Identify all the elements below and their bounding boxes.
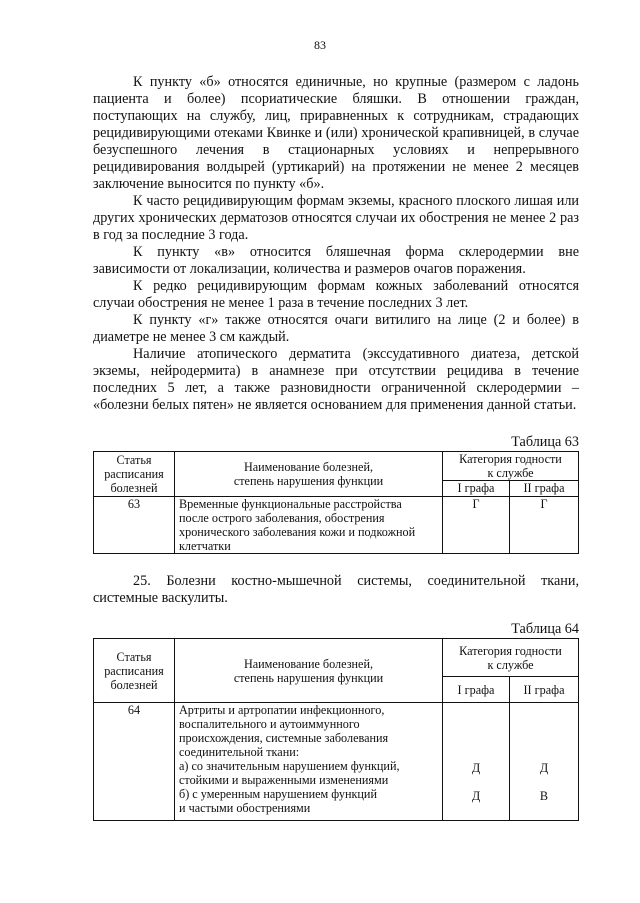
- paragraph: К редко рецидивирующим формам кожных заболеваний относятся случаи обострения не менее 1 раза в течение последних 3 лет.: [93, 278, 579, 311]
- disease-name-cell: Артриты и артропатии инфекционного, воспалительного и аутоиммунного происхождения, системные заболевания соединительной ткани: а) со значительным нарушением функций, стойкими и выраженными изменениями б) с умеренным нарушением функций и частыми обострениями: [175, 703, 443, 821]
- category-2-cell: Г: [510, 497, 579, 554]
- item-a-category-1: Д: [471, 761, 481, 775]
- section-heading: 25. Болезни костно-мышечной системы, соединительной ткани, системные васкулиты.: [93, 573, 579, 606]
- header-disease-name: Наименование болезней, степень нарушения функции: [175, 639, 443, 703]
- paragraph: К пункту «г» также относятся очаги витилиго на лице (2 и более) в диаметре не менее 3 см каждый.: [93, 312, 579, 345]
- category-1-cell: [443, 703, 510, 821]
- header-disease-name: Наименование болезней, степень нарушения функции: [175, 452, 443, 497]
- table-64-caption: Таблица 64: [511, 621, 579, 637]
- item-b-category-1: Д: [471, 789, 481, 803]
- item-b: б) с умеренным нарушением функций: [179, 787, 377, 801]
- header-column-2: II графа: [510, 677, 579, 703]
- header-article: Статья расписания болезней: [94, 639, 175, 703]
- table-64: [93, 638, 579, 821]
- header-article: Статья расписания болезней: [94, 452, 175, 497]
- paragraph: Наличие атопического дерматита (экссудативного диатеза, детской экземы, нейродермита) в анамнезе при отсутствии рецидива в течение последних 5 лет, а также разновидности ограниченной склеродермии – «болезни белых пятен» не является основанием для применения данной статьи.: [93, 346, 579, 413]
- header-column-1: I графа: [443, 481, 510, 497]
- page-number: 83: [314, 38, 326, 52]
- item-a: а) со значительным нарушением функций,: [179, 759, 400, 773]
- header-category: Категория годности к службе: [443, 639, 579, 677]
- header-category: Категория годности к службе: [443, 452, 579, 481]
- body-text: [93, 74, 579, 414]
- article-cell: 64: [94, 703, 175, 821]
- paragraph: К пункту «б» относятся единичные, но крупные (размером с ладонь пациента и более) псориатические бляшки. В отношении граждан, поступающих на службу, лиц, приравненных к сотрудникам, страдающих рецидивирующими отеками Квинке и (или) хронической крапивницей, в случае безуспешного лечения в стационарных условиях и непрерывного рецидивирования волдырей (уртикарий) на протяжении не менее 2 месяцев заключение выносится по пункту «б».: [93, 74, 579, 192]
- category-2-cell: [510, 703, 579, 821]
- header-column-2: II графа: [510, 481, 579, 497]
- article-cell: 63: [94, 497, 175, 554]
- paragraph: К пункту «в» относится бляшечная форма склеродермии вне зависимости от локализации, количества и размеров очагов поражения.: [93, 244, 579, 277]
- header-column-1: I графа: [443, 677, 510, 703]
- disease-name-cell: Временные функциональные расстройства после острого заболевания, обострения хронического заболевания кожи и подкожной клетчатки: [175, 497, 443, 554]
- category-1-cell: Г: [443, 497, 510, 554]
- table-63-caption: Таблица 63: [511, 434, 579, 450]
- table-63: [93, 451, 579, 554]
- item-a-category-2: Д: [539, 761, 549, 775]
- paragraph: К часто рецидивирующим формам экземы, красного плоского лишая или других хронических дерматозов относятся случаи их обострения не менее 2 раз в год за последние 3 года.: [93, 193, 579, 243]
- item-b-category-2: В: [539, 789, 549, 803]
